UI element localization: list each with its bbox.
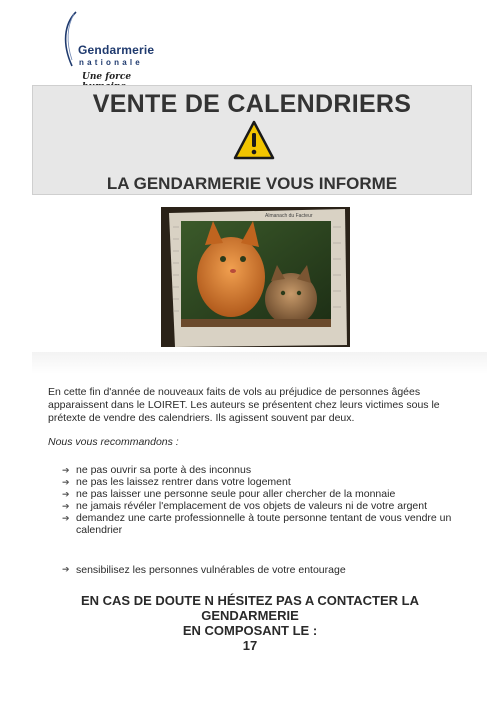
arrow-bullet-icon: ➔ (62, 513, 70, 523)
list-item: ➔ ne pas les laissez rentrer dans votre logement (62, 476, 291, 488)
intro-paragraph: En cette fin d'année de nouveaux faits de vols au préjudice de personnes âgées apparaissent dans le LOIRET. Les auteurs se présentent chez leurs victimes sous le prétexte de vendre des calendriers. Ils agissent souvent par deux. (48, 386, 440, 424)
arrow-bullet-icon: ➔ (62, 489, 70, 499)
banner-subtitle: LA GENDARMERIE VOUS INFORME (106, 174, 398, 193)
last-recommendation: ➔ sensibilisez les personnes vulnérables de votre entourage (62, 564, 346, 576)
recommendation-heading: Nous vous recommandons : (48, 436, 179, 448)
logo-title: Gendarmerie (78, 43, 155, 57)
gendarmerie-logo (58, 10, 168, 85)
list-item: ➔ ne pas laisser une personne seule pour aller chercher de la monnaie (62, 488, 396, 500)
fade-strip (32, 352, 487, 374)
list-item: ➔ ne pas ouvrir sa porte à des inconnus (62, 464, 252, 476)
warning-triangle-icon (233, 120, 275, 160)
arrow-bullet-icon: ➔ (62, 501, 70, 511)
calendar-cats-photo (161, 207, 350, 347)
header-banner (32, 85, 472, 195)
banner-title: VENTE DE CALENDRIERS (92, 90, 412, 118)
list-item: ➔ ne jamais révéler l'emplacement de vos objets de valeurs ni de votre argent (62, 500, 428, 512)
recommendation-list (62, 464, 472, 536)
logo-motto: Une force (82, 72, 132, 82)
logo-subtitle: nationale (79, 58, 143, 67)
arrow-bullet-icon: ➔ (62, 465, 70, 475)
list-item: ➔ demandez une carte professionnelle à toute personne tentant de vous vendre un calendrier (62, 512, 452, 536)
cta-line-1: EN CAS DE DOUTE N HÉSITEZ PAS A CONTACTER LA (80, 593, 419, 608)
calendar-header-text: Almanach du Facteur (265, 213, 313, 219)
emergency-number: 17 (242, 638, 258, 653)
cta-line-3: EN COMPOSANT LE : (182, 623, 318, 638)
arrow-bullet-icon: ➔ (62, 564, 70, 574)
cta-line-2: GENDARMERIE (201, 608, 299, 623)
contact-callout (0, 593, 500, 653)
arrow-bullet-icon: ➔ (62, 477, 70, 487)
